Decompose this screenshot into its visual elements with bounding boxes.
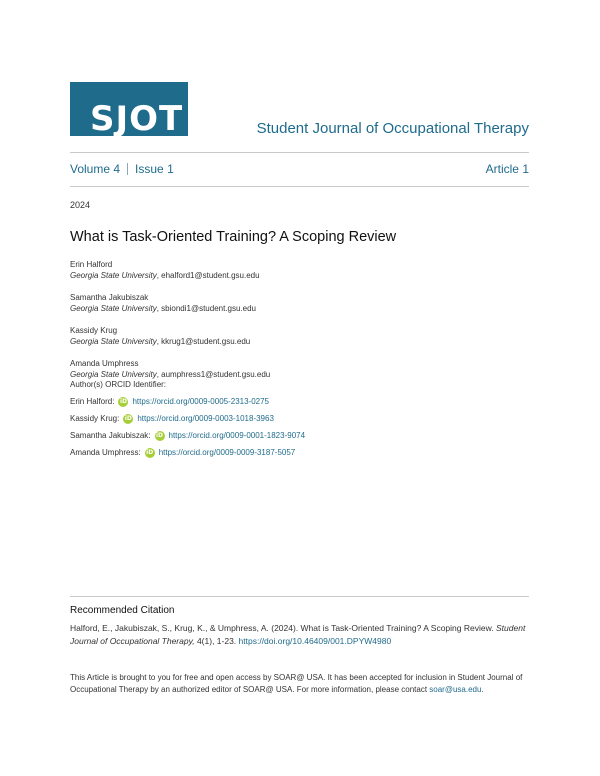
citation-text (70, 622, 529, 648)
orcid-entry (70, 396, 529, 407)
author-affiliation (70, 336, 529, 347)
journal-title-link[interactable]: Student Journal of Occupational Therapy (256, 120, 529, 137)
citation-journal: Student Journal of Occupational Therapy, (70, 623, 526, 646)
author-email: , ehalford1@student.gsu.edu (156, 271, 260, 280)
citation-details: 4(1), 1-23. (196, 636, 237, 646)
open-access-notice (70, 672, 529, 696)
logo-text: SJOT (90, 99, 184, 139)
author-email: , sbiondi1@student.gsu.edu (156, 304, 257, 313)
author-email: , kkrug1@student.gsu.edu (156, 337, 251, 346)
orcid-entry (70, 430, 529, 441)
orcid-author-label: Samantha Jakubiszak: (70, 431, 151, 440)
article-number-link[interactable]: Article 1 (485, 162, 529, 176)
author-name: Samantha Jakubiszak (70, 293, 149, 302)
author-email: , aumphress1@student.gsu.edu (156, 370, 271, 379)
divider (70, 152, 529, 153)
divider (70, 596, 529, 597)
orcid-link[interactable]: https://orcid.org/0009-0001-1823-9074 (168, 431, 306, 440)
divider (70, 186, 529, 187)
author-entry (70, 325, 529, 347)
author-name: Kassidy Krug (70, 326, 118, 335)
orcid-icon: iD (119, 397, 127, 405)
author-entry (70, 259, 529, 281)
access-text: This Article is brought to you for free and open access by SOAR@ USA. It has been accepted for inclusion in Student Journal of Occupational Therapy by an authorized editor of SOAR@ USA. For more information, please contact (70, 673, 523, 694)
document-page (70, 0, 529, 776)
orcid-section (70, 379, 529, 464)
access-end: . (481, 685, 484, 694)
orcid-link[interactable]: https://orcid.org/0009-0009-3187-5057 (158, 448, 296, 457)
author-name: Erin Halford (70, 260, 113, 269)
author-name: Amanda Umphress (70, 359, 139, 368)
contact-email-link[interactable]: soar@usa.edu (429, 685, 482, 694)
author-affiliation (70, 270, 529, 281)
author-list (70, 259, 529, 391)
volume-issue-breadcrumb (70, 162, 174, 176)
issue-link[interactable]: Issue 1 (135, 162, 174, 176)
doi-link[interactable]: https://doi.org/10.46409/001.DPYW4980 (238, 636, 392, 646)
orcid-icon: iD (146, 448, 154, 456)
orcid-icon: iD (124, 414, 132, 422)
breadcrumb-separator (127, 163, 128, 175)
publication-year: 2024 (70, 200, 91, 210)
author-institution: Georgia State University (70, 304, 157, 313)
orcid-entry (70, 413, 529, 424)
citation-heading: Recommended Citation (70, 605, 175, 616)
orcid-author-label: Amanda Umphress: (70, 448, 141, 457)
author-entry (70, 358, 529, 380)
orcid-icon: iD (155, 431, 164, 439)
author-institution: Georgia State University (70, 337, 157, 346)
author-affiliation (70, 303, 529, 314)
author-institution: Georgia State University (70, 271, 157, 280)
orcid-author-label: Kassidy Krug: (70, 414, 120, 423)
orcid-link[interactable]: https://orcid.org/0009-0003-1018-3963 (137, 414, 274, 423)
author-entry (70, 292, 529, 314)
citation-authors-title: Halford, E., Jakubiszak, S., Krug, K., & Umphress, A. (2024). What is Task-Oriented Training? A Scoping Review. (70, 623, 494, 633)
orcid-heading: Author(s) ORCID Identifier: (70, 380, 167, 389)
journal-logo[interactable] (70, 82, 188, 139)
orcid-entry (70, 447, 529, 458)
author-institution: Georgia State University (70, 370, 157, 379)
volume-link[interactable]: Volume 4 (70, 162, 121, 176)
orcid-author-label: Erin Halford: (70, 397, 115, 406)
article-title: What is Task-Oriented Training? A Scoping Review (70, 229, 397, 245)
orcid-link[interactable]: https://orcid.org/0009-0005-2313-0275 (132, 397, 270, 406)
